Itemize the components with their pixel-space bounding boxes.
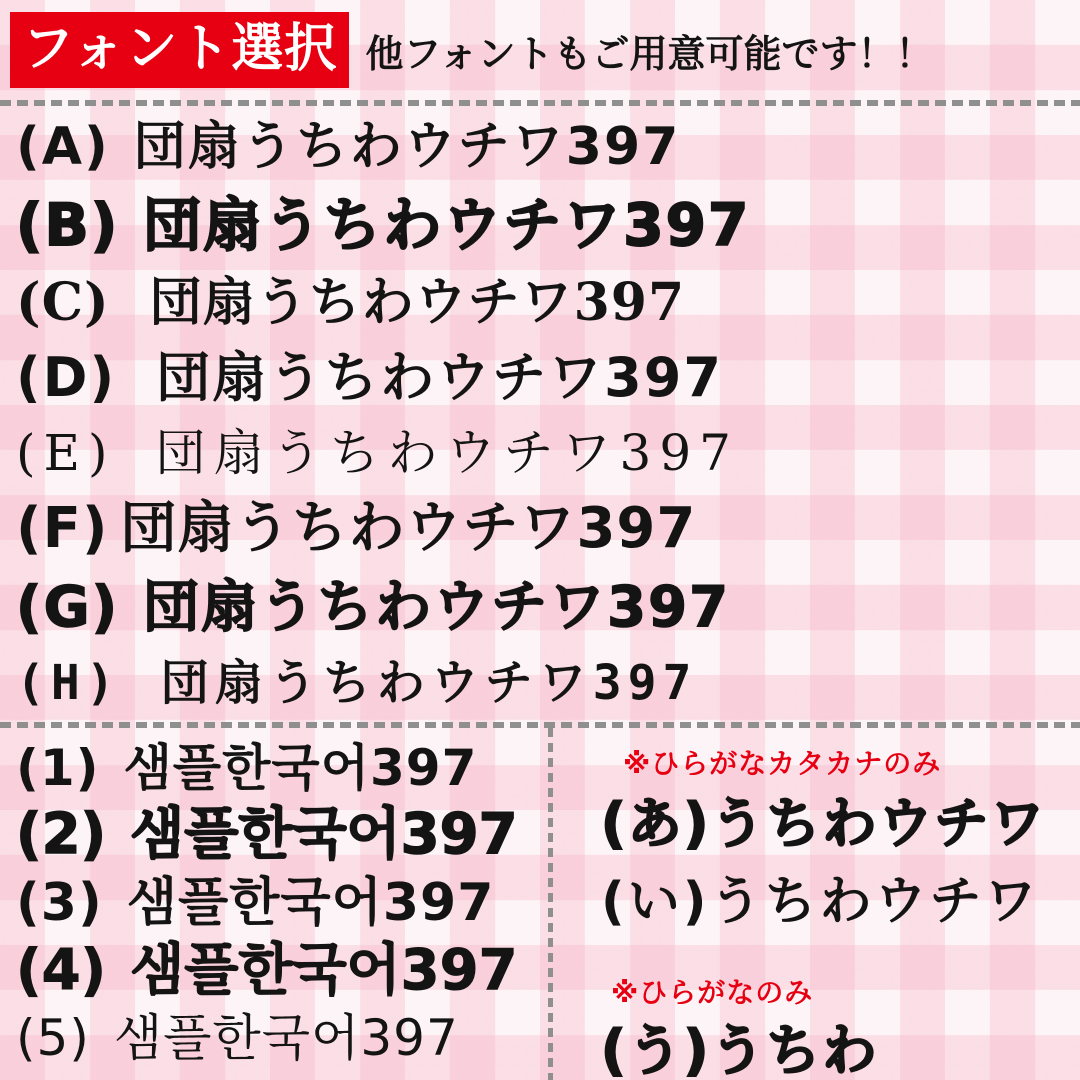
font-option-label-e: (E) <box>16 424 116 483</box>
japanese-font-list <box>0 106 1080 722</box>
font-sample-text-b: 団扇うちわウチワ397 <box>143 190 751 259</box>
font-option-label-2: (2) <box>16 801 107 867</box>
page-title: フォント選択 <box>10 12 349 88</box>
bottom-section <box>0 728 1080 1080</box>
font-sample-text-a: 団扇うちわウチワ397 <box>133 117 681 178</box>
font-sample-text-kana-a: うちわウチワ <box>710 792 1047 855</box>
font-option-label-f: (F) <box>16 495 109 561</box>
font-option-label-kana-u: (う) <box>601 1019 711 1080</box>
font-sample-text-e: 団扇うちわウチワ397 <box>155 424 739 483</box>
header <box>0 0 1080 100</box>
font-option-label-b: (B) <box>16 190 120 259</box>
font-sample-text-g: 団扇うちわウチワ397 <box>143 574 731 640</box>
kana-sample-row-u <box>601 1019 1080 1080</box>
note-hiragana-katakana-only: ※ひらがなカタカナのみ <box>623 747 942 780</box>
korean-sample-row-3 <box>16 872 548 933</box>
kana-font-list <box>553 728 1080 1080</box>
font-sample-text-1: 샘플한국어397 <box>123 738 478 797</box>
kana-sample-row-i <box>601 871 1080 932</box>
font-option-label-4: (4) <box>16 937 107 1003</box>
font-option-label-kana-i: (い) <box>601 871 710 932</box>
font-option-label-h: (H) <box>16 654 121 711</box>
header-subtitle: 他フォントもご用意可能です！！ <box>365 31 934 76</box>
font-option-label-3: (3) <box>16 872 103 933</box>
font-option-label-kana-a: (あ) <box>601 792 711 855</box>
korean-sample-row-1 <box>16 738 548 797</box>
font-sample-row-c <box>16 271 1070 333</box>
font-sample-text-2: 샘플한국어397 <box>130 801 518 867</box>
font-sample-row-e <box>16 424 1070 483</box>
font-option-label-a: (A) <box>16 117 110 178</box>
font-sample-text-f: 団扇うちわウチワ397 <box>120 495 697 561</box>
font-sample-text-4: 샘플한국어397 <box>130 937 518 1003</box>
kana-sample-row-a <box>601 792 1080 855</box>
font-sample-text-d: 団扇うちわウチワ397 <box>156 346 723 410</box>
font-option-label-1: (1) <box>16 738 100 797</box>
font-sample-text-kana-i: うちわウチワ <box>709 871 1040 932</box>
korean-sample-row-4 <box>16 937 548 1003</box>
font-sample-text-3: 샘플한국어397 <box>126 872 495 933</box>
font-option-label-d: (D) <box>16 346 117 410</box>
font-sample-text-kana-u: うちわ <box>710 1019 879 1080</box>
font-option-label-5: (5) <box>16 1008 90 1067</box>
font-sample-text-5: 샘플한국어397 <box>113 1008 459 1067</box>
font-sample-row-f <box>16 495 1070 561</box>
font-sample-text-h: 団扇うちわウチワ397 <box>160 654 698 711</box>
korean-font-list <box>0 728 548 1080</box>
font-sample-row-a <box>16 117 1070 178</box>
font-sample-row-d <box>16 346 1070 410</box>
font-sample-row-h <box>16 654 1070 711</box>
korean-sample-row-5 <box>16 1008 548 1067</box>
font-sample-row-b <box>16 190 1070 259</box>
font-option-label-c: (C) <box>16 271 110 333</box>
font-sample-text-c: 団扇うちわウチワ397 <box>149 271 686 333</box>
font-sample-row-g <box>16 574 1070 640</box>
font-option-label-g: (G) <box>16 574 120 640</box>
korean-sample-row-2 <box>16 801 548 867</box>
note-hiragana-only: ※ひらがなのみ <box>611 976 814 1010</box>
